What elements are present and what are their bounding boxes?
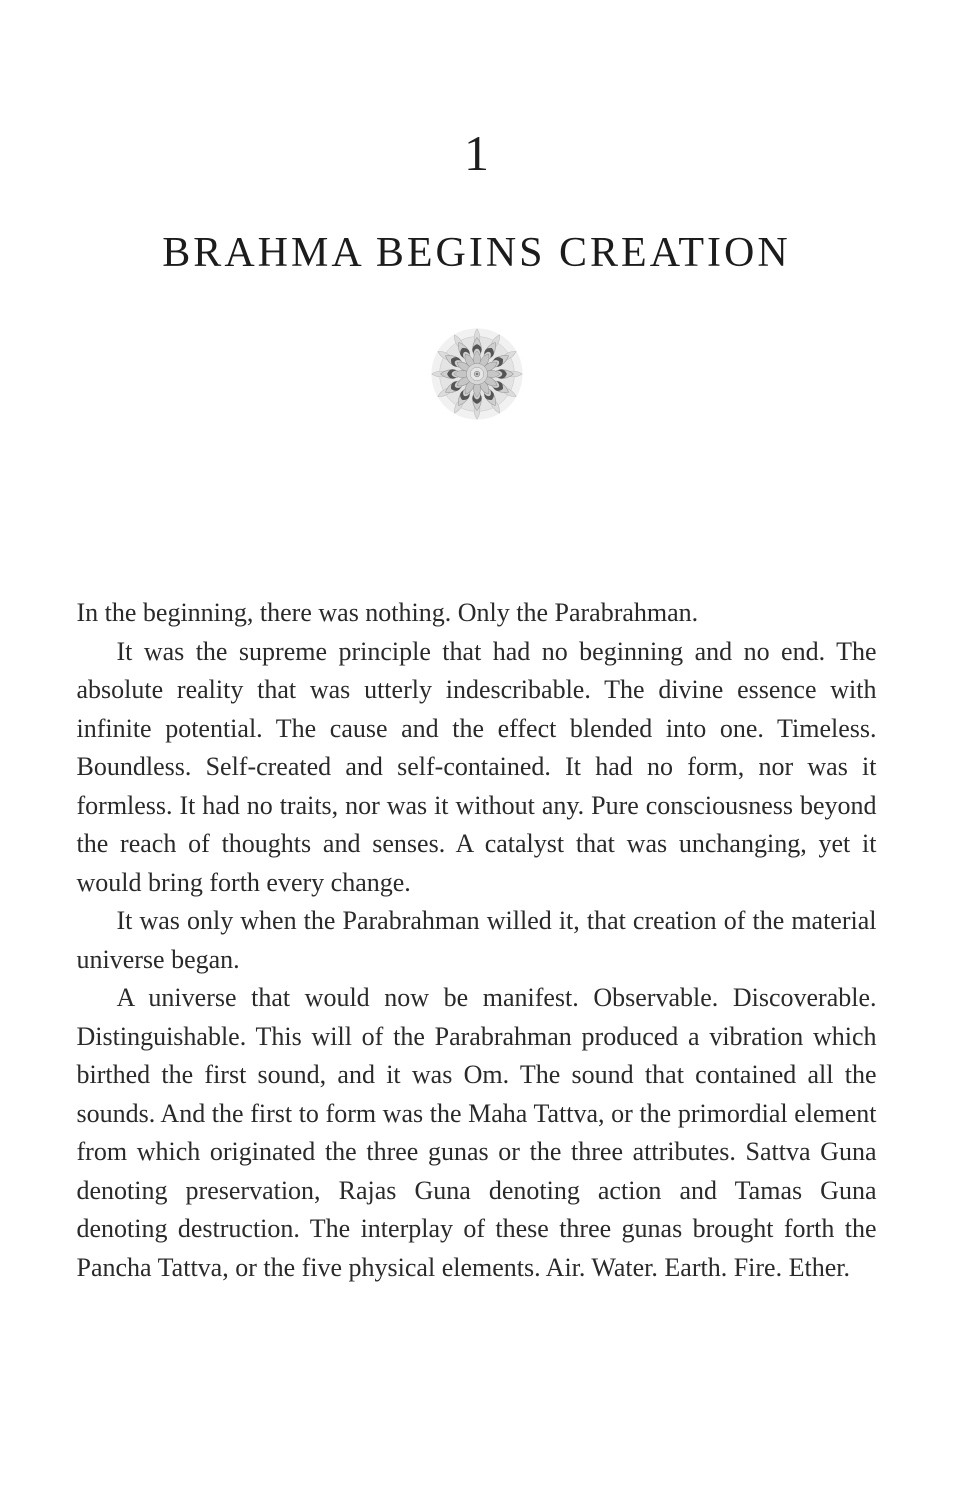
paragraph: It was only when the Parabrahman willed it, that creation of the material universe began. (76, 906, 877, 974)
chapter-title: BRAHMA BEGINS CREATION (162, 230, 791, 276)
chapter-body (77, 594, 877, 1287)
paragraph: It was the supreme principle that had no beginning and no end. The absolute reality that was utterly indescribable. The divine essence with infinite potential. The cause and the effect blended into one. Timeless. Boundless. Self-created and self-contained. It had no form, nor was it formless. It had no traits, nor was it without any. Pure consciousness beyond the reach of thoughts and senses. A catalyst that was unchanging, yet it would bring forth every change. (76, 636, 877, 897)
chapter-number: 1 (464, 125, 489, 181)
paragraph: In the beginning, there was nothing. Only the Parabrahman. (76, 598, 699, 628)
paragraph: A universe that would now be manifest. Observable. Discoverable. Distinguishable. This will of the Parabrahman produced a vibration which birthed the first sound, and it was Om. The sound that contained all the sounds. And the first to form was the Maha Tattva, or the primordial element from which originated the three gunas or the three attributes. Sattva Guna denoting preservation, Rajas Guna denoting action and Tamas Guna denoting destruction. The interplay of these three gunas brought forth the Pancha Tattva, or the five physical elements. Air. Water. Earth. Fire. Ether. (76, 983, 877, 1282)
mandala-ornament-icon (0, 326, 953, 422)
